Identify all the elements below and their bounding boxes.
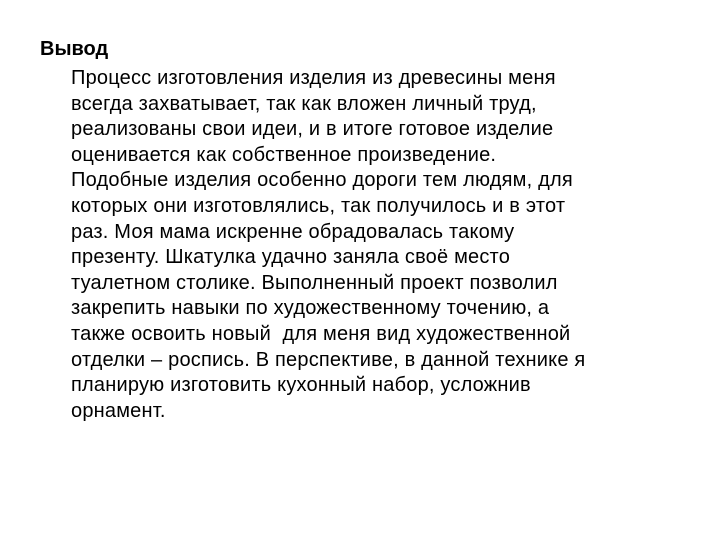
paragraph-line-14: орнамент. <box>71 399 166 422</box>
paragraph-line-11: также освоить новый для меня вид художественной <box>71 322 571 345</box>
paragraph-line-7: раз. Моя мама искренне обрадовалась такому <box>71 220 515 243</box>
paragraph-line-12: отделки – роспись. В перспективе, в данной технике я <box>71 348 586 371</box>
slide-title: Вывод <box>40 38 109 60</box>
paragraph-line-10: закрепить навыки по художественному точению, а <box>71 297 550 320</box>
conclusion-paragraph <box>71 66 691 424</box>
paragraph-line-5: Подобные изделия особенно дороги тем людям, для <box>71 169 573 192</box>
paragraph-line-13: планирую изготовить кухонный набор, усложнив <box>71 374 531 397</box>
paragraph-line-2: всегда захватывает, так как вложен личный труд, <box>71 92 537 115</box>
paragraph-line-3: реализованы свои идеи, и в итоге готовое изделие <box>71 118 554 141</box>
paragraph-line-4: оценивается как собственное произведение. <box>71 143 497 166</box>
paragraph-line-1: Процесс изготовления изделия из древесины меня <box>71 67 556 89</box>
paragraph-line-6: которых они изготовлялись, так получилось и в этот <box>71 194 566 217</box>
paragraph-line-9: туалетном столике. Выполненный проект позволил <box>71 271 558 294</box>
paragraph-line-8: презенту. Шкатулка удачно заняла своё место <box>71 246 511 269</box>
